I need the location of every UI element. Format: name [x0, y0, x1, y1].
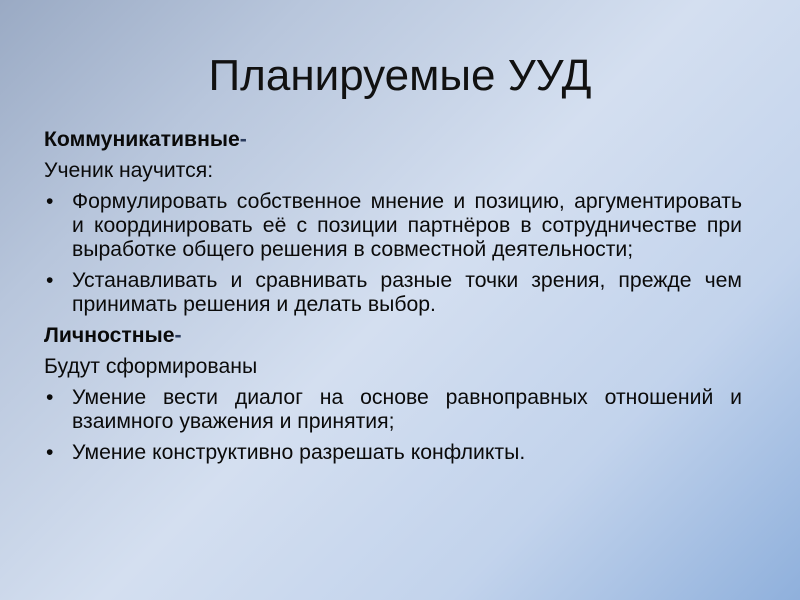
- list-item: [44, 441, 742, 465]
- bullet-list-communicative: [44, 190, 742, 317]
- list-item-text: Формулировать собственное мнение и позицию, аргументировать и координировать её с позиции партнёров в сотрудничестве при выработке общего решения в совместной деятельности;: [72, 190, 742, 261]
- section-heading-dash: -: [174, 324, 182, 347]
- section-heading-text: Коммуникативные: [44, 128, 240, 151]
- bullet-list-personal: [44, 386, 742, 465]
- slide-body: [44, 128, 742, 472]
- bullet-marker: •: [46, 269, 54, 292]
- section-heading-dash: -: [239, 128, 247, 151]
- section-intro: Ученик научится:: [44, 159, 214, 182]
- list-item-text: Устанавливать и сравнивать разные точки зрения, прежде чем принимать решения и делать выбор.: [72, 269, 742, 316]
- list-item: [44, 269, 742, 317]
- bullet-marker: •: [46, 386, 54, 409]
- list-item-text: Умение вести диалог на основе равноправных отношений и взаимного уважения и принятия;: [72, 386, 742, 433]
- bullet-marker: •: [46, 441, 54, 464]
- section-heading-personal: [44, 324, 742, 348]
- slide-title: Планируемые УУД: [208, 51, 592, 100]
- bullet-marker: •: [46, 190, 54, 213]
- section-heading-communicative: [44, 128, 742, 152]
- list-item: [44, 190, 742, 262]
- section-heading-text: Личностные: [44, 324, 175, 347]
- list-item: [44, 386, 742, 434]
- section-intro: Будут сформированы: [44, 355, 258, 378]
- list-item-text: Умение конструктивно разрешать конфликты.: [72, 441, 526, 464]
